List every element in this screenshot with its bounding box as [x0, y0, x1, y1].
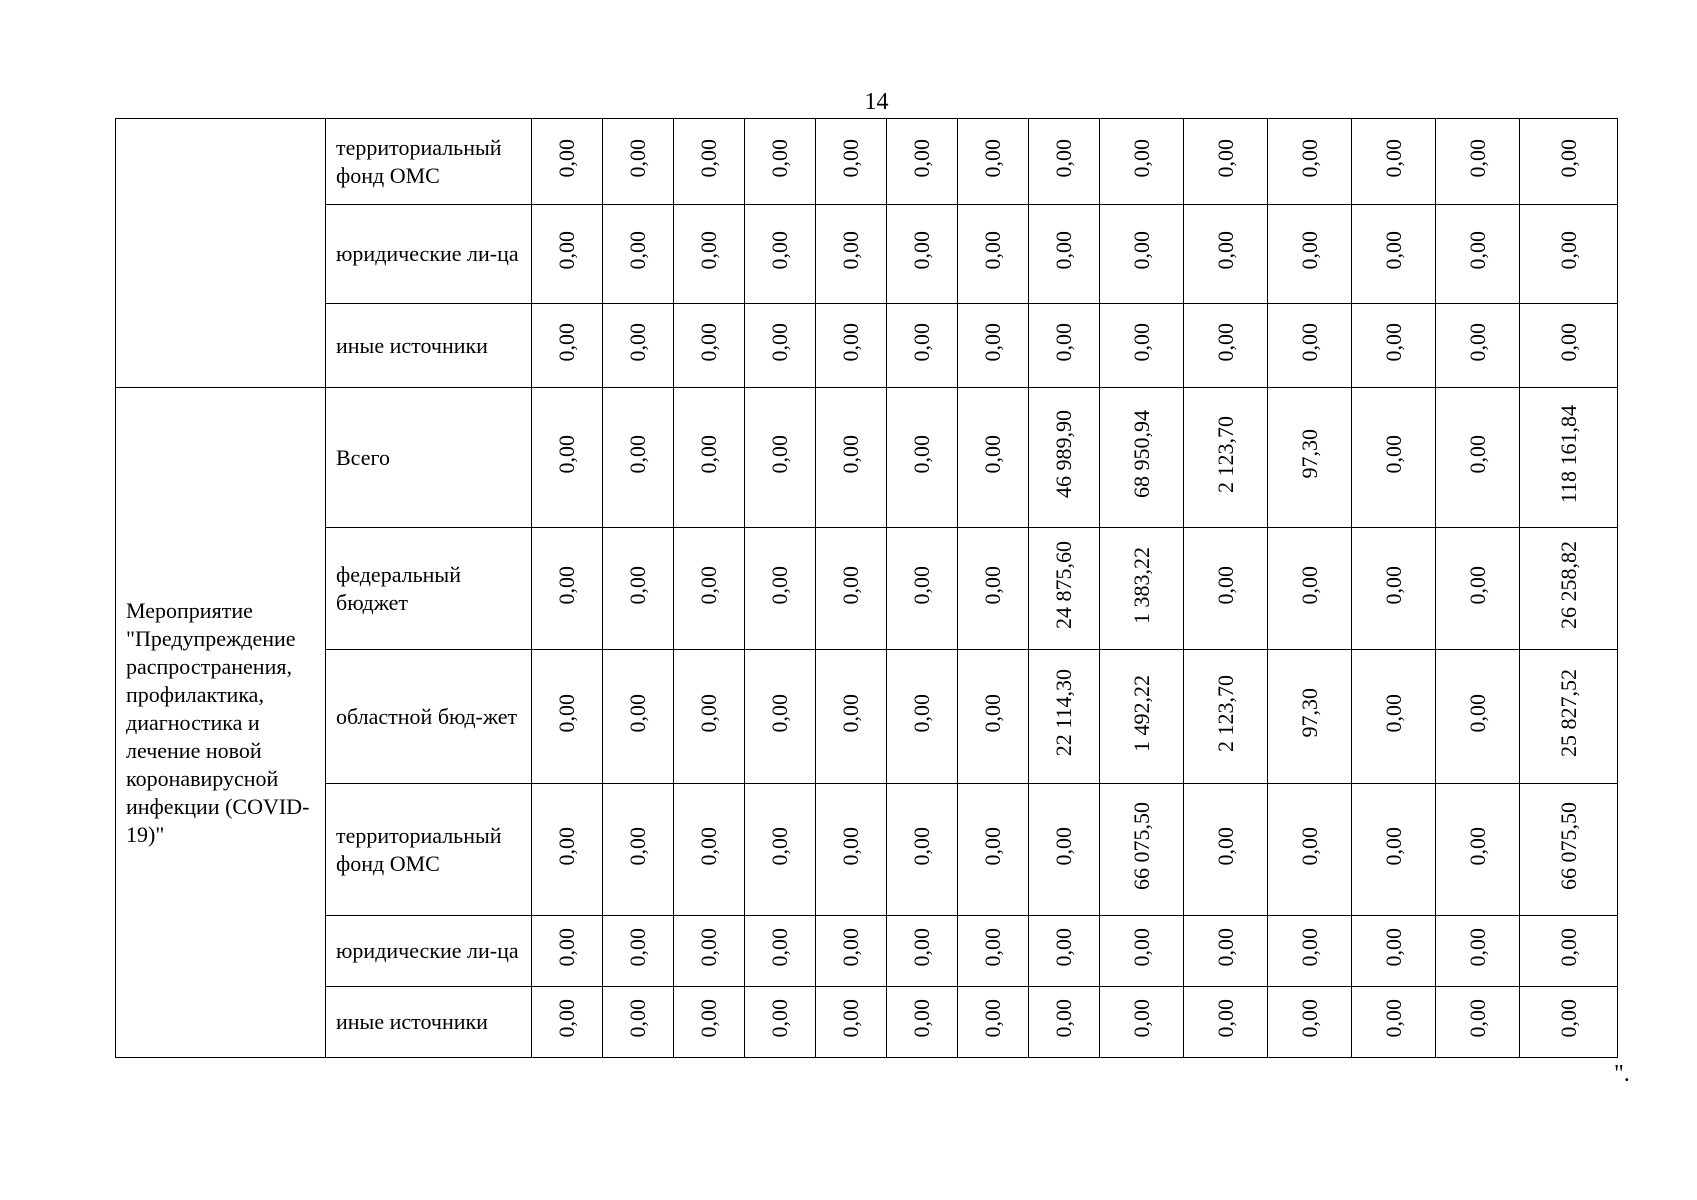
value-cell [958, 205, 1029, 304]
value-text: 0,00 [980, 693, 1005, 733]
value-cell [532, 650, 603, 784]
value-text: 0,00 [767, 231, 792, 270]
table-body [116, 119, 1618, 1058]
value-text: 0,00 [1128, 231, 1154, 270]
value-cell [887, 784, 958, 916]
value-cell [1268, 784, 1352, 916]
value-cell [1184, 119, 1268, 205]
value-text: 0,00 [838, 322, 863, 362]
value-cell [958, 388, 1029, 528]
value-cell [674, 119, 745, 205]
measure-name: Мероприятие "Предупреждение распространения, профилактика, диагностика и лечение новой коронавирусной инфекции (COVID-19)" [116, 388, 326, 1058]
value-cell [674, 388, 745, 528]
value-cell [1029, 388, 1100, 528]
value-text: 0,00 [696, 693, 721, 733]
value-cell [887, 388, 958, 528]
value-cell [1352, 650, 1436, 784]
value-cell [816, 388, 887, 528]
value-cell [887, 119, 958, 205]
value-text: 0,00 [1051, 826, 1076, 866]
value-text: 0,00 [767, 322, 792, 362]
value-text: 0,00 [1380, 138, 1406, 178]
value-cell [532, 916, 603, 987]
value-text: 68 950,94 [1128, 410, 1154, 498]
value-cell [745, 119, 816, 205]
value-text: 0,00 [1555, 138, 1581, 178]
value-text: 0,00 [838, 693, 863, 733]
closing-quote: ". [1614, 1061, 1630, 1087]
value-text: 0,00 [625, 322, 650, 362]
value-cell [1029, 304, 1100, 388]
value-text: 0,00 [909, 138, 934, 178]
budget-table [115, 118, 1618, 1058]
value-cell [745, 205, 816, 304]
value-text: 0,00 [1128, 138, 1154, 178]
value-cell [1520, 650, 1618, 784]
value-cell [958, 528, 1029, 650]
value-text: 0,00 [625, 231, 650, 270]
value-text: 0,00 [1380, 231, 1406, 270]
value-text: 0,00 [1128, 322, 1154, 362]
value-cell [532, 987, 603, 1058]
value-cell [532, 784, 603, 916]
value-text: 0,00 [1296, 999, 1322, 1038]
value-text: 0,00 [1212, 322, 1238, 362]
value-text: 0,00 [554, 999, 579, 1038]
value-cell [603, 528, 674, 650]
value-cell [674, 304, 745, 388]
value-cell [1268, 650, 1352, 784]
value-text: 0,00 [625, 693, 650, 733]
value-text: 0,00 [1212, 928, 1238, 967]
value-text: 0,00 [1464, 231, 1490, 270]
value-cell [1100, 528, 1184, 650]
value-text: 0,00 [838, 138, 863, 178]
value-cell [1029, 987, 1100, 1058]
value-text: 0,00 [1212, 231, 1238, 270]
value-cell [1352, 784, 1436, 916]
value-text: 0,00 [1464, 928, 1490, 967]
value-cell [1436, 388, 1520, 528]
value-cell [816, 916, 887, 987]
value-cell [1436, 987, 1520, 1058]
value-cell [1520, 987, 1618, 1058]
value-cell [1100, 119, 1184, 205]
value-cell [603, 784, 674, 916]
value-text: 0,00 [1128, 999, 1154, 1038]
value-cell [1352, 304, 1436, 388]
value-cell [816, 987, 887, 1058]
value-text: 0,00 [838, 928, 863, 967]
value-cell [745, 528, 816, 650]
value-cell [603, 119, 674, 205]
value-text: 0,00 [909, 565, 934, 605]
value-text: 0,00 [980, 434, 1005, 474]
value-cell [532, 119, 603, 205]
value-cell [958, 784, 1029, 916]
table-row [116, 987, 1618, 1058]
value-text: 97,30 [1296, 688, 1322, 738]
value-cell [1029, 650, 1100, 784]
measure-cell-empty [116, 119, 326, 388]
value-cell [1184, 916, 1268, 987]
value-text: 1 383,22 [1128, 546, 1154, 624]
page-number: 14 [864, 89, 889, 115]
value-cell [745, 916, 816, 987]
value-cell [1029, 205, 1100, 304]
value-cell [1100, 304, 1184, 388]
value-text: 24 875,60 [1051, 541, 1076, 629]
value-text: 0,00 [767, 138, 792, 178]
value-text: 0,00 [554, 826, 579, 866]
value-text: 0,00 [554, 693, 579, 733]
value-text: 0,00 [909, 322, 934, 362]
value-text: 0,00 [554, 565, 579, 605]
table-row [116, 916, 1618, 987]
funding-source: юридические ли-ца [326, 916, 532, 987]
value-text: 0,00 [1051, 999, 1076, 1038]
value-text: 0,00 [767, 999, 792, 1038]
value-text: 0,00 [554, 434, 579, 474]
value-text: 0,00 [1380, 999, 1406, 1038]
value-cell [603, 650, 674, 784]
value-cell [958, 119, 1029, 205]
value-cell [887, 205, 958, 304]
value-cell [1436, 916, 1520, 987]
value-cell [674, 528, 745, 650]
value-cell [1100, 987, 1184, 1058]
value-cell [1268, 205, 1352, 304]
value-cell [816, 119, 887, 205]
value-cell [603, 388, 674, 528]
value-cell [1268, 916, 1352, 987]
value-cell [674, 916, 745, 987]
value-text: 0,00 [696, 138, 721, 178]
value-cell [1268, 987, 1352, 1058]
value-cell [603, 987, 674, 1058]
value-text: 2 123,70 [1212, 674, 1238, 752]
value-text: 22 114,30 [1051, 669, 1076, 757]
value-text: 0,00 [1212, 565, 1238, 605]
value-cell [958, 304, 1029, 388]
value-cell [745, 784, 816, 916]
value-cell [816, 304, 887, 388]
value-cell [1352, 205, 1436, 304]
value-text: 0,00 [980, 826, 1005, 866]
value-text: 0,00 [554, 231, 579, 270]
value-text: 0,00 [909, 231, 934, 270]
value-cell [1268, 528, 1352, 650]
value-text: 25 827,52 [1555, 669, 1581, 757]
value-cell [958, 987, 1029, 1058]
value-text: 0,00 [696, 322, 721, 362]
value-text: 0,00 [625, 434, 650, 474]
funding-source: юридические ли-ца [326, 205, 532, 304]
value-text: 0,00 [1464, 999, 1490, 1038]
value-text: 0,00 [1296, 565, 1322, 605]
value-text: 0,00 [625, 928, 650, 967]
value-text: 0,00 [554, 138, 579, 178]
value-text: 0,00 [1555, 999, 1581, 1038]
value-cell [532, 304, 603, 388]
value-text: 2 123,70 [1212, 415, 1238, 493]
value-text: 0,00 [909, 693, 934, 733]
value-cell [603, 304, 674, 388]
value-cell [1184, 784, 1268, 916]
value-text: 97,30 [1296, 429, 1322, 479]
value-text: 0,00 [1380, 928, 1406, 967]
value-cell [887, 987, 958, 1058]
value-text: 0,00 [1380, 565, 1406, 605]
value-text: 0,00 [1296, 928, 1322, 967]
value-text: 0,00 [980, 138, 1005, 178]
value-cell [1520, 784, 1618, 916]
value-text: 0,00 [767, 434, 792, 474]
value-text: 0,00 [1212, 999, 1238, 1038]
value-text: 0,00 [838, 999, 863, 1038]
table-row [116, 119, 1618, 205]
value-cell [1184, 205, 1268, 304]
value-text: 0,00 [1464, 826, 1490, 866]
value-cell [1436, 784, 1520, 916]
value-text: 26 258,82 [1555, 541, 1581, 629]
value-text: 0,00 [980, 322, 1005, 362]
value-cell [1029, 916, 1100, 987]
value-cell [958, 916, 1029, 987]
value-cell [1436, 650, 1520, 784]
value-text: 0,00 [1296, 231, 1322, 270]
value-text: 0,00 [554, 928, 579, 967]
value-text: 0,00 [625, 565, 650, 605]
value-cell [816, 784, 887, 916]
value-text: 66 075,50 [1128, 802, 1154, 890]
value-cell [745, 304, 816, 388]
value-cell [1029, 119, 1100, 205]
value-text: 0,00 [767, 826, 792, 866]
table-row [116, 650, 1618, 784]
value-text: 0,00 [1380, 826, 1406, 866]
value-cell [1268, 388, 1352, 528]
value-text: 0,00 [1212, 826, 1238, 866]
table-row [116, 304, 1618, 388]
value-cell [1436, 119, 1520, 205]
value-cell [674, 205, 745, 304]
value-text: 0,00 [980, 565, 1005, 605]
value-text: 0,00 [1380, 434, 1406, 474]
value-text: 0,00 [909, 928, 934, 967]
value-cell [887, 650, 958, 784]
value-cell [1520, 205, 1618, 304]
value-text: 0,00 [1212, 138, 1238, 178]
value-cell [1184, 650, 1268, 784]
funding-source: Всего [326, 388, 532, 528]
value-cell [1520, 528, 1618, 650]
value-cell [1520, 304, 1618, 388]
value-text: 0,00 [1464, 322, 1490, 362]
value-cell [1268, 304, 1352, 388]
value-text: 0,00 [1464, 434, 1490, 474]
value-text: 0,00 [1555, 928, 1581, 967]
value-text: 0,00 [980, 231, 1005, 270]
value-cell [1520, 388, 1618, 528]
value-cell [674, 784, 745, 916]
value-text: 0,00 [1464, 693, 1490, 733]
value-text: 0,00 [1296, 322, 1322, 362]
table-row [116, 528, 1618, 650]
funding-source: территориальный фонд ОМС [326, 784, 532, 916]
value-text: 0,00 [838, 565, 863, 605]
value-cell [1184, 388, 1268, 528]
value-text: 118 161,84 [1555, 404, 1581, 504]
value-text: 0,00 [696, 826, 721, 866]
value-text: 0,00 [838, 231, 863, 270]
value-cell [603, 205, 674, 304]
value-text: 0,00 [625, 138, 650, 178]
value-text: 0,00 [696, 231, 721, 270]
value-cell [958, 650, 1029, 784]
funding-source: территориальный фонд ОМС [326, 119, 532, 205]
value-text: 0,00 [1051, 322, 1076, 362]
value-text: 0,00 [909, 826, 934, 866]
value-cell [1352, 388, 1436, 528]
value-cell [1100, 650, 1184, 784]
value-cell [1352, 119, 1436, 205]
value-text: 0,00 [1464, 138, 1490, 178]
value-cell [745, 987, 816, 1058]
value-text: 0,00 [767, 565, 792, 605]
value-text: 0,00 [1051, 138, 1076, 178]
value-text: 0,00 [1296, 138, 1322, 178]
value-cell [1436, 304, 1520, 388]
value-cell [1520, 119, 1618, 205]
value-cell [532, 388, 603, 528]
value-cell [745, 388, 816, 528]
value-text: 0,00 [1380, 693, 1406, 733]
table-row [116, 388, 1618, 528]
value-cell [1268, 119, 1352, 205]
value-text: 46 989,90 [1051, 410, 1076, 498]
value-text: 0,00 [696, 565, 721, 605]
value-text: 0,00 [1051, 231, 1076, 270]
value-cell [532, 528, 603, 650]
value-text: 0,00 [909, 434, 934, 474]
value-text: 0,00 [696, 928, 721, 967]
value-text: 0,00 [767, 928, 792, 967]
value-cell [1100, 784, 1184, 916]
value-cell [674, 650, 745, 784]
value-cell [1100, 916, 1184, 987]
value-text: 0,00 [1296, 826, 1322, 866]
value-text: 0,00 [838, 826, 863, 866]
value-text: 0,00 [1555, 322, 1581, 362]
value-cell [816, 650, 887, 784]
funding-source: федеральный бюджет [326, 528, 532, 650]
value-text: 0,00 [767, 693, 792, 733]
value-text: 0,00 [554, 322, 579, 362]
value-cell [887, 304, 958, 388]
value-text: 0,00 [696, 434, 721, 474]
value-cell [887, 916, 958, 987]
funding-source: иные источники [326, 304, 532, 388]
value-text: 0,00 [1464, 565, 1490, 605]
value-cell [1436, 528, 1520, 650]
value-text: 0,00 [980, 928, 1005, 967]
value-text: 0,00 [1128, 928, 1154, 967]
value-cell [1029, 528, 1100, 650]
value-cell [1100, 205, 1184, 304]
value-text: 0,00 [625, 999, 650, 1038]
value-cell [1029, 784, 1100, 916]
value-cell [603, 916, 674, 987]
funding-source: иные источники [326, 987, 532, 1058]
value-text: 0,00 [909, 999, 934, 1038]
value-text: 0,00 [1051, 928, 1076, 967]
value-cell [1436, 205, 1520, 304]
value-cell [816, 205, 887, 304]
table-row [116, 205, 1618, 304]
funding-source: областной бюд-жет [326, 650, 532, 784]
value-cell [1184, 528, 1268, 650]
value-cell [1100, 388, 1184, 528]
value-text: 0,00 [838, 434, 863, 474]
value-cell [887, 528, 958, 650]
value-cell [1520, 916, 1618, 987]
value-text: 1 492,22 [1128, 674, 1154, 752]
table-row [116, 784, 1618, 916]
value-cell [532, 205, 603, 304]
value-cell [1352, 916, 1436, 987]
value-text: 0,00 [1380, 322, 1406, 362]
value-cell [1352, 987, 1436, 1058]
value-text: 0,00 [625, 826, 650, 866]
value-cell [1184, 304, 1268, 388]
value-text: 66 075,50 [1555, 802, 1581, 890]
value-cell [1184, 987, 1268, 1058]
value-cell [674, 987, 745, 1058]
value-cell [745, 650, 816, 784]
value-text: 0,00 [696, 999, 721, 1038]
value-text: 0,00 [980, 999, 1005, 1038]
value-cell [816, 528, 887, 650]
value-cell [1352, 528, 1436, 650]
value-text: 0,00 [1555, 231, 1581, 270]
